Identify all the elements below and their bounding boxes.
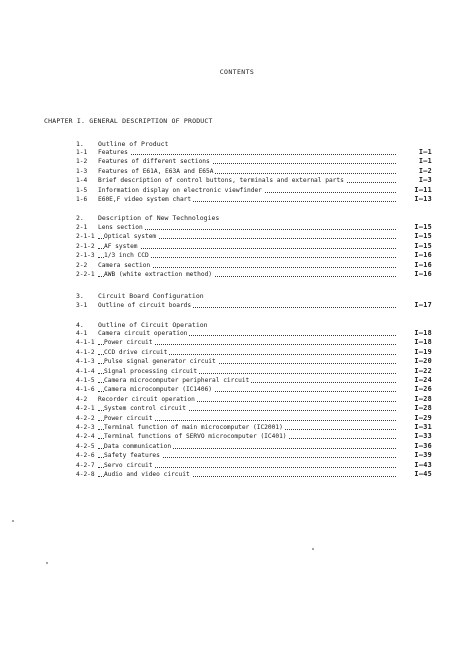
entry-page-number: I—15 [414,223,432,231]
toc-entry [76,396,432,405]
section-number: 4. [76,321,84,329]
entry-page-number: I—1 [418,157,432,166]
dot-leader [98,248,396,249]
toc-entry [76,424,432,433]
toc-entry [76,233,432,242]
entry-number: 2-1 [76,224,88,231]
entry-label: E60E,F video system chart [98,196,192,203]
entry-label: Brief description of control buttons, terminals and external parts [98,177,344,185]
entry-number: 4-1-3 [76,358,95,366]
entry-page-number: I—13 [414,195,432,203]
toc-entry [76,415,432,424]
entry-number: 4-2-4 [76,433,95,441]
entry-label: Features of different sections [98,158,210,166]
section-title: Description of New Technologies [98,214,220,222]
entry-label: Optical system [104,233,157,241]
entry-label: Recorder circuit operation [98,395,195,403]
section-heading [76,292,204,300]
entry-page-number: I—18 [414,329,432,337]
entry-number: 4-1-4 [76,367,95,375]
toc-entry [76,377,432,386]
entry-page-number: I—33 [414,432,432,441]
entry-label: Pulse signal generator circuit [104,358,216,366]
entry-page-number: I—36 [414,441,432,450]
entry-label: AF system [104,242,138,250]
entry-number: 4-2-1 [76,405,95,413]
entry-page-number: I—17 [414,301,432,309]
toc-entry [76,471,432,480]
toc-entry [76,243,432,252]
page-title: CONTENTS [219,68,255,76]
entry-label: Outline of circuit boards [98,302,192,309]
entry-page-number: I—15 [414,241,432,250]
entry-number: 4-2-3 [76,424,95,431]
dot-leader [98,154,396,155]
toc-entry [76,433,432,442]
scan-speck [312,548,314,550]
toc-entry [76,158,432,167]
entry-number: 1-1 [76,149,88,156]
entry-label: Lens section [98,224,143,231]
entry-number: 2-2-1 [76,271,95,278]
entry-label: Terminal functions of SERVO microcomputer (IC401) [104,433,287,441]
toc-entry [76,262,432,271]
entry-number: 3-1 [76,302,88,309]
entry-page-number: I—15 [414,232,432,241]
entry-number: 1-3 [76,167,88,175]
toc-entry [76,187,432,196]
section-number: 1. [76,140,84,148]
entry-page-number: I—16 [414,270,432,278]
entry-number: 4-1-6 [76,386,95,394]
entry-number: 1-5 [76,186,88,194]
toc-entry [76,349,432,358]
toc-entry [76,368,432,377]
entry-label: AWB (white extraction method) [104,271,213,278]
toc-entry [76,149,432,158]
entry-number: 4-1 [76,330,88,337]
entry-label: Data communication [104,442,172,450]
section-title: Outline of Product [98,140,169,148]
entry-page-number: I—18 [414,338,432,347]
entry-label: Camera circuit operation [98,330,188,337]
chapter-heading: CHAPTER I. GENERAL DESCRIPTION OF PRODUCT [44,117,213,125]
entry-label: Information display on electronic viewfinder [98,186,262,194]
toc-entry [76,462,432,471]
toc-entry [76,196,432,205]
entry-page-number: I—39 [414,451,432,460]
toc-entry [76,339,432,348]
entry-page-number: I—11 [414,185,432,194]
toc-entry [76,302,432,311]
entry-page-number: I—20 [414,357,432,366]
entry-label: Terminal function of main microcomputer (IC2001) [104,424,283,431]
entry-number: 4-2-7 [76,461,95,469]
entry-number: 2-1-2 [76,242,95,250]
entry-label: Servo circuit [104,461,153,469]
section-heading [76,321,208,329]
entry-label: 1/3 inch CCD [104,252,149,260]
entry-page-number: I—16 [414,260,432,269]
entry-number: 4-1-5 [76,377,95,384]
entry-number: 4-2-8 [76,471,95,478]
entry-number: 4-2-2 [76,414,95,422]
entry-number: 1-2 [76,158,88,166]
entry-label: System control circuit [104,405,186,413]
entry-number: 2-2 [76,261,88,269]
toc-entry [76,177,432,186]
entry-label: Camera section [98,261,151,269]
entry-number: 4-1-1 [76,339,95,347]
entry-page-number: I—31 [414,423,432,431]
entry-page-number: I—45 [414,470,432,478]
entry-label: CCD drive circuit [104,348,168,356]
section-number: 2. [76,214,84,222]
entry-number: 4-2-5 [76,442,95,450]
entry-page-number: I—29 [414,413,432,422]
entry-number: 4-1-2 [76,348,95,356]
entry-label: Audio and video circuit [104,471,190,478]
entry-page-number: I—1 [418,148,432,156]
entry-page-number: I—3 [418,176,432,185]
entry-number: 2-1-1 [76,233,95,241]
toc-entry [76,386,432,395]
entry-label: Camera microcomputer peripheral circuit [104,377,250,384]
toc-entry [76,330,432,339]
toc-entry [76,443,432,452]
entry-label: Power circuit [104,414,153,422]
entry-label: Features of E61A, E63A and E65A [98,167,214,175]
entry-page-number: I—2 [418,166,432,175]
toc-entry [76,271,432,280]
entry-number: 1-4 [76,177,88,185]
toc-entry [76,358,432,367]
entry-number: 1-6 [76,196,88,203]
entry-page-number: I—28 [414,394,432,403]
entry-number: 4-2-6 [76,452,95,460]
entry-page-number: I—19 [414,347,432,356]
section-heading [76,214,219,222]
entry-number: 2-1-3 [76,252,95,260]
toc-entry [76,405,432,414]
entry-number: 4-2 [76,395,88,403]
section-number: 3. [76,292,84,300]
entry-label: Camera microcomputer (IC1406) [104,386,213,394]
section-heading [76,140,168,148]
scan-speck [12,520,14,522]
toc-entry [76,224,432,233]
entry-label: Signal processing circuit [104,367,198,375]
entry-label: Safety features [104,452,160,460]
toc-entry [76,452,432,461]
entry-page-number: I—16 [414,251,432,260]
entry-page-number: I—24 [414,376,432,384]
entry-label: Features [98,149,128,156]
toc-entry [76,252,432,261]
entry-page-number: I—26 [414,385,432,394]
entry-label: Power circuit [104,339,153,347]
section-title: Circuit Board Configuration [98,292,204,300]
toc-entry [76,168,432,177]
entry-page-number: I—43 [414,460,432,469]
section-title: Outline of Circuit Operation [98,321,208,329]
scan-speck [46,562,48,564]
entry-page-number: I—22 [414,366,432,375]
entry-page-number: I—28 [414,404,432,413]
